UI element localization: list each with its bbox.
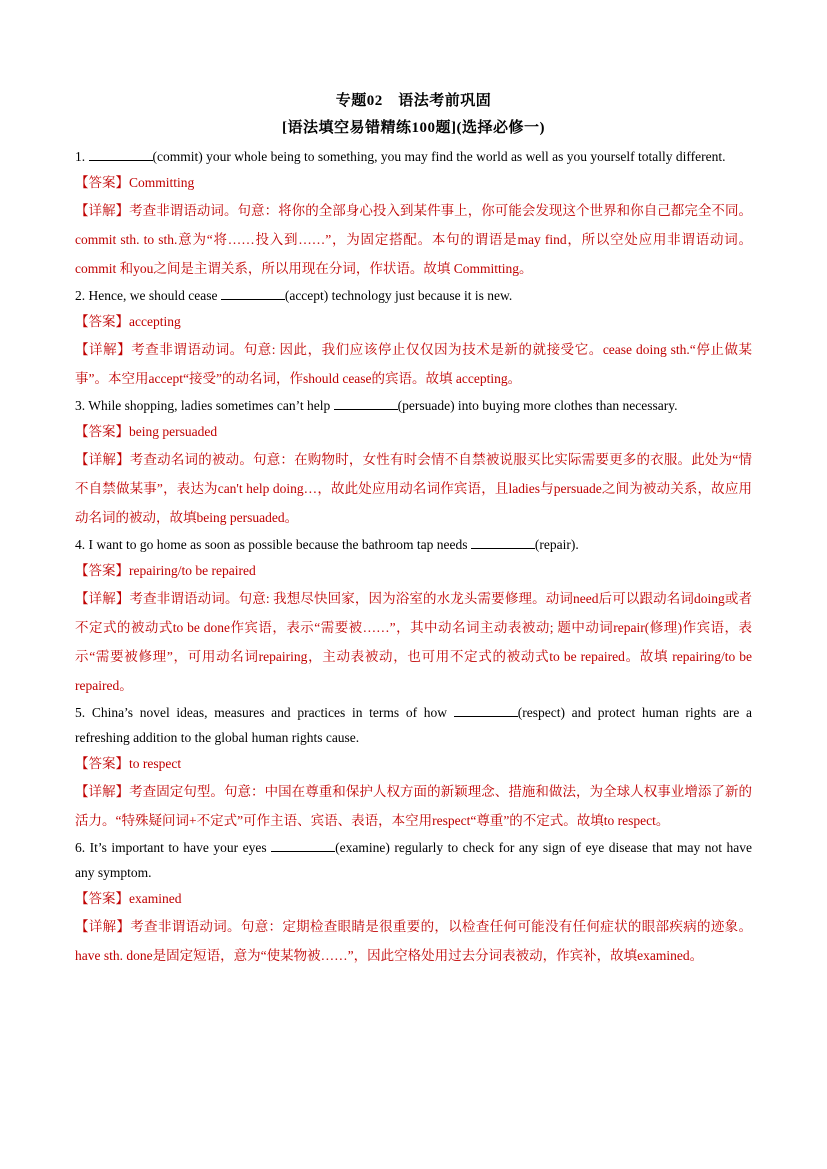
question-text: (accept) technology just because it is new. <box>284 288 513 303</box>
question-4 <box>75 532 752 557</box>
question-2 <box>75 283 752 308</box>
question-5 <box>75 700 752 750</box>
answer-text: repairing/to be repaired <box>129 563 256 578</box>
answer-tag: 【答案】 <box>75 175 129 190</box>
answer-3 <box>75 418 752 445</box>
detail-tag: 【详解】 <box>75 452 130 467</box>
answer-tag: 【答案】 <box>75 563 129 578</box>
detail-4 <box>75 584 752 700</box>
question-text: Hence, we should cease <box>88 288 218 303</box>
detail-tag: 【详解】 <box>75 784 130 799</box>
answer-text: Committing <box>129 175 195 190</box>
question-text: (persuade) into buying more clothes than necessary. <box>397 398 678 413</box>
answer-text: examined <box>129 891 182 906</box>
answer-blank <box>334 396 398 410</box>
detail-text: 考查非谓语动词。句意：定期检查眼睛是很重要的，以检查任何可能没有任何症状的眼部疾病的迹象。have sth. done是固定短语，意为“使某物被……”，因此空格处用过去分词表被动，作宾补，故填examined。 <box>75 919 753 963</box>
question-text: (respect) and protect human rights are a refreshing addition to the global human rights cause. <box>75 705 752 745</box>
detail-text: 考查非谓语动词。句意：将你的全部身心投入到某件事上，你可能会发现这个世界和你自己都完全不同。commit sth. to sth.意为“将……投入到……”，为固定搭配。本句的谓语是may find，所以空处应用非谓语动词。commit 和you之间是主谓关系，所以用现在分词，作状语。故填 Committing。 <box>75 203 753 276</box>
answer-2 <box>75 308 752 335</box>
detail-3 <box>75 445 752 532</box>
question-3 <box>75 393 752 418</box>
answer-blank <box>89 147 153 161</box>
question-number: 2. <box>75 288 86 303</box>
question-number: 5. <box>75 705 86 720</box>
answer-text: to respect <box>129 756 182 771</box>
answer-blank <box>271 838 335 852</box>
answer-tag: 【答案】 <box>75 891 129 906</box>
detail-text: 考查固定句型。句意：中国在尊重和保护人权方面的新颖理念、措施和做法，为全球人权事业增添了新的活力。“特殊疑问词+不定式”可作主语、宾语、表语，本空用respect“尊重”的不定式。故填to respect。 <box>75 784 753 828</box>
doc-title: 专题02 语法考前巩固 <box>335 93 492 109</box>
detail-text: 考查非谓语动词。句意: 因此，我们应该停止仅仅因为技术是新的就接受它。cease doing sth.“停止做某事”。本空用accept“接受”的动名词，作should cease的宾语。故填 accepting。 <box>75 342 753 386</box>
question-text: China’s novel ideas, measures and practices in terms of how <box>91 705 448 720</box>
answer-6 <box>75 885 752 912</box>
answer-tag: 【答案】 <box>75 314 129 329</box>
doc-subtitle: [语法填空易错精练100题](选择必修一) <box>282 120 545 136</box>
question-text: While shopping, ladies sometimes can’t help <box>88 398 331 413</box>
detail-1 <box>75 196 752 283</box>
detail-6 <box>75 912 752 970</box>
detail-tag: 【详解】 <box>75 203 130 218</box>
answer-4 <box>75 557 752 584</box>
detail-tag: 【详解】 <box>75 591 130 606</box>
question-number: 3. <box>75 398 86 413</box>
question-6 <box>75 835 752 885</box>
question-text: It’s important to have your eyes <box>89 840 267 855</box>
detail-5 <box>75 777 752 835</box>
question-text: (examine) regularly to check for any sign of eye disease that may not have any symptom. <box>75 840 753 880</box>
detail-text: 考查动名词的被动。句意：在购物时，女性有时会情不自禁被说服买比实际需要更多的衣服。此处为“情不自禁做某事”，表达为can't help doing…，故此处应用动名词作宾语，且ladies与persuade之间为被动关系，故应用动名词的被动，故填being persuaded。 <box>75 452 752 525</box>
answer-1 <box>75 169 752 196</box>
detail-2 <box>75 335 752 393</box>
answer-text: accepting <box>129 314 181 329</box>
question-number: 1. <box>75 149 86 164</box>
question-text: (repair). <box>534 537 579 552</box>
answer-text: being persuaded <box>129 424 218 439</box>
answer-tag: 【答案】 <box>75 756 129 771</box>
question-number: 6. <box>75 840 86 855</box>
question-1 <box>75 144 752 169</box>
answer-blank <box>454 703 518 717</box>
answer-blank <box>471 535 535 549</box>
answer-blank <box>221 286 285 300</box>
question-text: I want to go home as soon as possible because the bathroom tap needs <box>88 537 468 552</box>
answer-5 <box>75 750 752 777</box>
detail-text: 考查非谓语动词。句意: 我想尽快回家，因为浴室的水龙头需要修理。动词need后可以跟动名词doing或者不定式的被动式to be done作宾语，表示“需要被……”，其中动名词主动表被动; 题中动词repair(修理)作宾语，表示“需要被修理”，可用动名词repairing，主动表被动，也可用不定式的被动式to be repaired。故填 repairing/to be repaired。 <box>75 591 753 693</box>
question-text: (commit) your whole being to something, you may find the world as well as you yourself totally different. <box>152 149 726 164</box>
detail-tag: 【详解】 <box>75 919 131 934</box>
answer-tag: 【答案】 <box>75 424 129 439</box>
detail-tag: 【详解】 <box>75 342 132 357</box>
document-page <box>75 88 752 970</box>
question-number: 4. <box>75 537 86 552</box>
